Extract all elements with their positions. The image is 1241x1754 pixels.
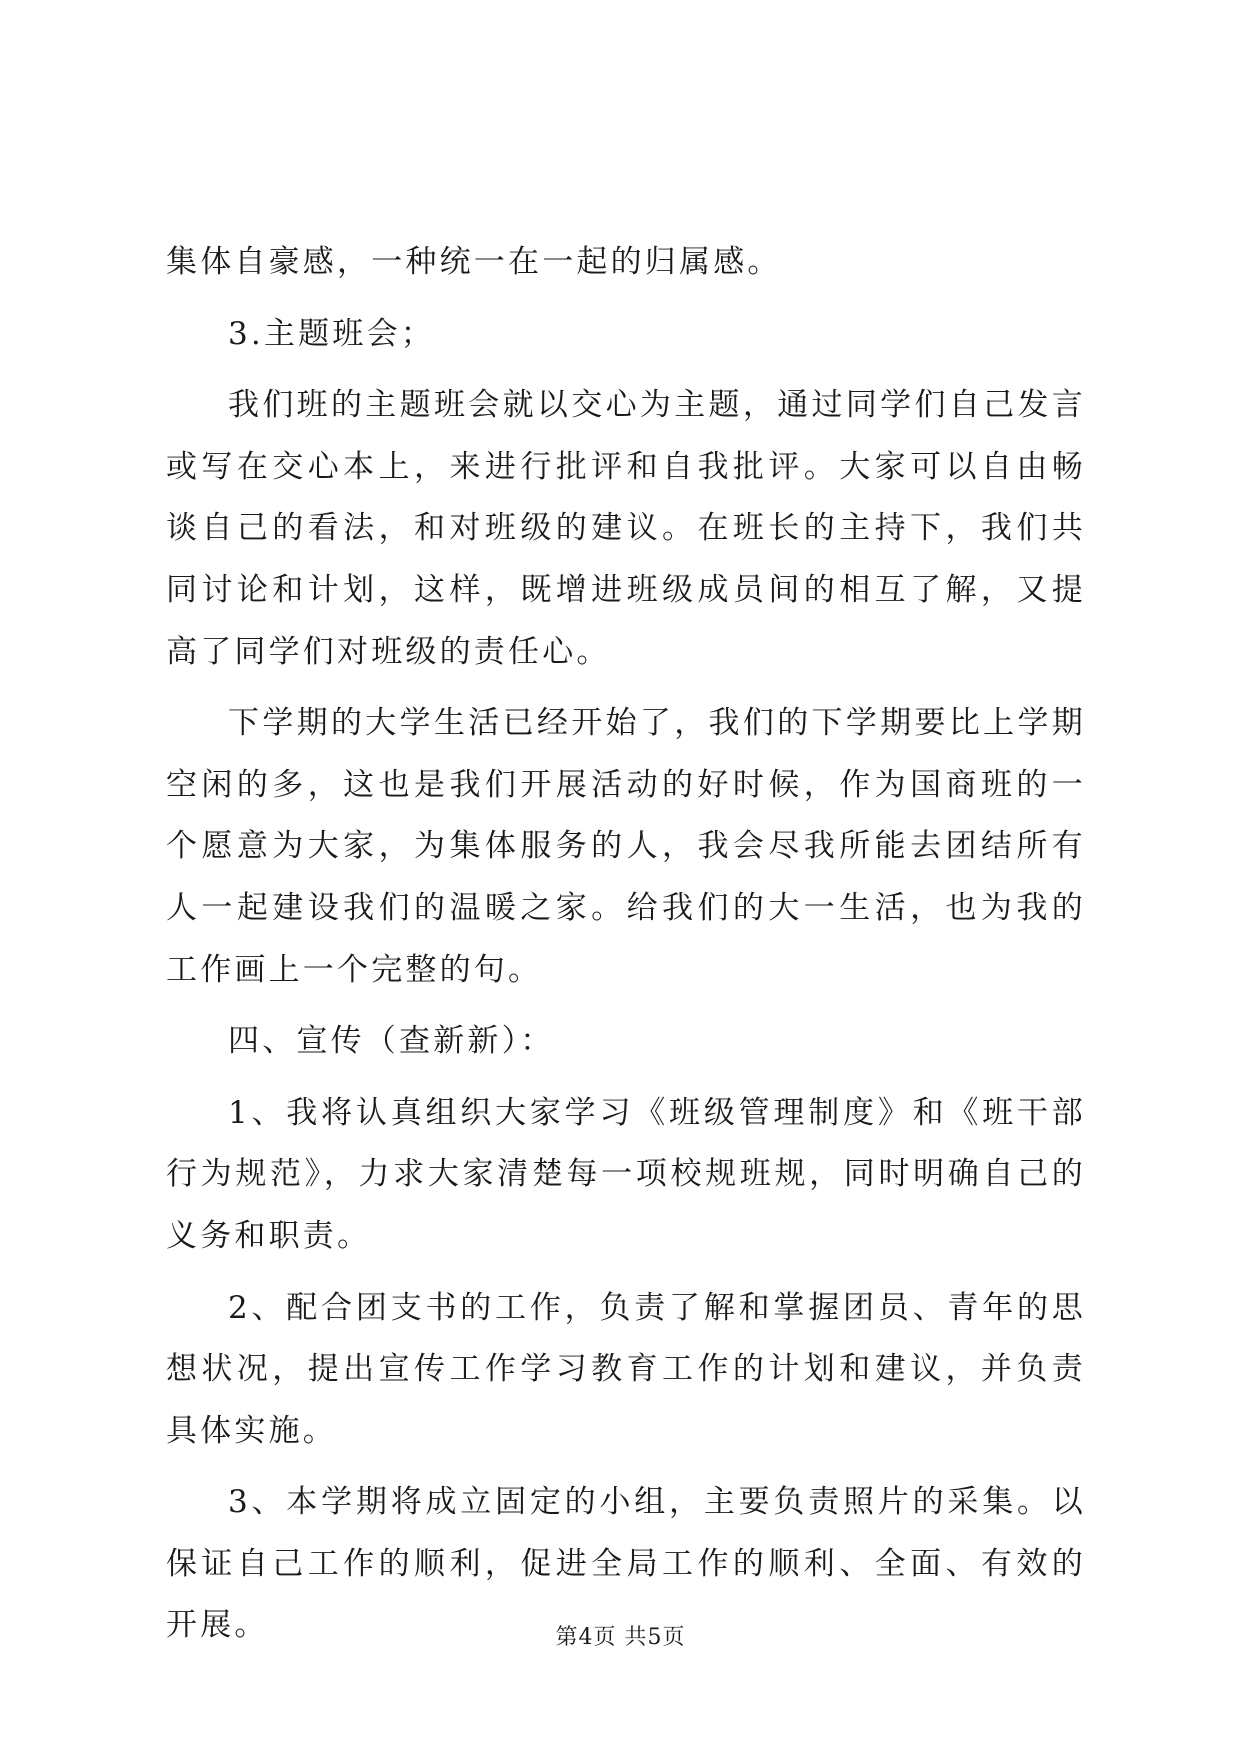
page-number-footer: 第4页 共5页 <box>555 1625 686 1650</box>
paragraph-3: 我们班的主题班会就以交心为主题，通过同学们自己发言或写在交心本上，来进行批评和自我批评。大家可以自由畅谈自己的看法，和对班级的建议。在班长的主持下，我们共同讨论和计划，这样，既增进班级成员间的相互了解，又提高了同学们对班级的责任心。 <box>166 387 1086 670</box>
paragraph-8: 3、本学期将成立固定的小组，主要负责照片的采集。以保证自己工作的顺利，促进全局工作的顺利、全面、有效的开展。 <box>166 1484 1086 1644</box>
paragraph-2: 3.主题班会； <box>228 315 435 352</box>
paragraph-7: 2、配合团支书的工作，负责了解和掌握团员、青年的思想状况，提出宣传工作学习教育工作的计划和建议，并负责具体实施。 <box>166 1289 1086 1449</box>
document-body <box>166 232 1086 1667</box>
paragraph-4: 下学期的大学生活已经开始了，我们的下学期要比上学期空闲的多，这也是我们开展活动的好时候，作为国商班的一个愿意为大家，为集体服务的人，我会尽我所能去团结所有人一起建设我们的温暖之家。给我们的大一生活，也为我的工作画上一个完整的句。 <box>166 705 1086 988</box>
paragraph-1: 集体自豪感，一种统一在一起的归属感。 <box>166 244 782 280</box>
paragraph-6: 1、我将认真组织大家学习《班级管理制度》和《班干部行为规范》，力求大家清楚每一项校规班规，同时明确自己的义务和职责。 <box>166 1094 1086 1254</box>
paragraph-5: 四、宣传（查新新）： <box>228 1023 555 1060</box>
